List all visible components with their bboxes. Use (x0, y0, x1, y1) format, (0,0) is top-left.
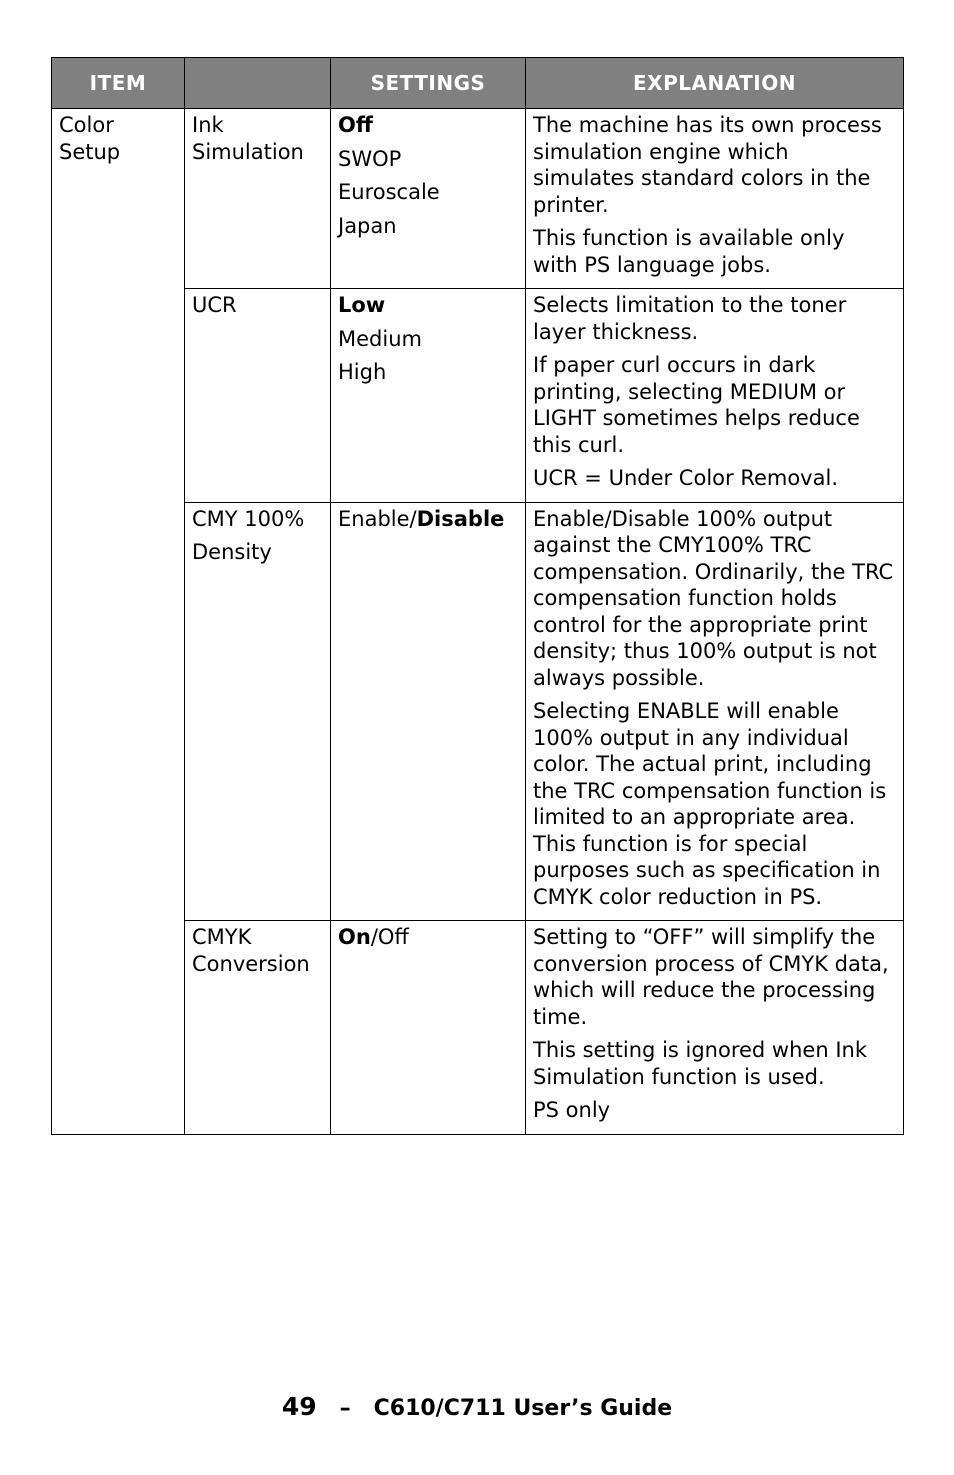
header-item: ITEM (52, 58, 185, 109)
setting-option-default: On (338, 925, 371, 949)
subitem-line: CMY 100% (192, 506, 305, 531)
settings-cmy-density (331, 502, 526, 921)
table-row (52, 109, 904, 289)
settings-ink-simulation (331, 109, 526, 289)
subitem-ucr: UCR (185, 289, 331, 503)
document-title: C610/C711 User’s Guide (373, 1396, 673, 1421)
setting-option-default: Low (338, 293, 386, 317)
footer-separator: – (339, 1396, 351, 1421)
explanation-cmy-density (526, 502, 904, 921)
setting-option: /Off (370, 925, 409, 949)
explanation-paragraph: The machine has its own process simulation engine which simulates standard colors in the printer. (533, 113, 882, 217)
explanation-paragraph: Selects limitation to the toner layer thickness. (533, 293, 847, 344)
page-footer (0, 1392, 954, 1421)
explanation-ink-simulation (526, 109, 904, 289)
subitem-cmyk-conversion: CMYK Conversion (185, 921, 331, 1135)
explanation-paragraph: This setting is ignored when Ink Simulation function is used. (533, 1038, 867, 1089)
explanation-paragraph: This function is available only with PS language jobs. (533, 226, 845, 277)
explanation-paragraph: Setting to “OFF” will simplify the conversion process of CMYK data, which will reduce the processing time. (533, 925, 889, 1029)
explanation-paragraph: Enable/Disable 100% output against the CMY100% TRC compensation. Ordinarily, the TRC compensation function holds control for the appropriate print density; thus 100% output is not always possible. (533, 506, 894, 690)
setting-option: Medium (338, 326, 422, 351)
setting-option: Japan (338, 213, 397, 238)
setting-option-default: Disable (416, 506, 505, 531)
setting-option: High (338, 360, 387, 384)
header-explanation: EXPLANATION (526, 58, 904, 109)
settings-ucr (331, 289, 526, 503)
explanation-paragraph: UCR = Under Color Removal. (533, 466, 838, 490)
explanation-paragraph: If paper curl occurs in dark printing, selecting MEDIUM or LIGHT sometimes helps reduce this curl. (533, 353, 860, 457)
explanation-cmyk-conversion (526, 921, 904, 1135)
explanation-paragraph: Selecting ENABLE will enable 100% output in any individual color. The actual print, including the TRC compensation function is limited to an appropriate area. This function is for special purposes such as specification in CMYK color reduction in PS. (533, 699, 887, 909)
explanation-ucr (526, 289, 904, 503)
settings-table (51, 57, 904, 1135)
page-number: 49 (281, 1392, 317, 1421)
header-subitem (185, 58, 331, 109)
subitem-line: Density (192, 540, 272, 564)
header-settings: SETTINGS (331, 58, 526, 109)
subitem-cmy-density (185, 502, 331, 921)
setting-option-default: Off (338, 113, 373, 137)
item-color-setup: Color Setup (52, 109, 185, 1135)
setting-option: Enable/ (338, 506, 417, 531)
setting-option: Euroscale (338, 180, 440, 204)
table-header-row (52, 58, 904, 109)
settings-cmyk-conversion (331, 921, 526, 1135)
explanation-paragraph: PS only (533, 1098, 611, 1122)
setting-option: SWOP (338, 146, 402, 171)
subitem-ink-simulation: Ink Simulation (185, 109, 331, 289)
